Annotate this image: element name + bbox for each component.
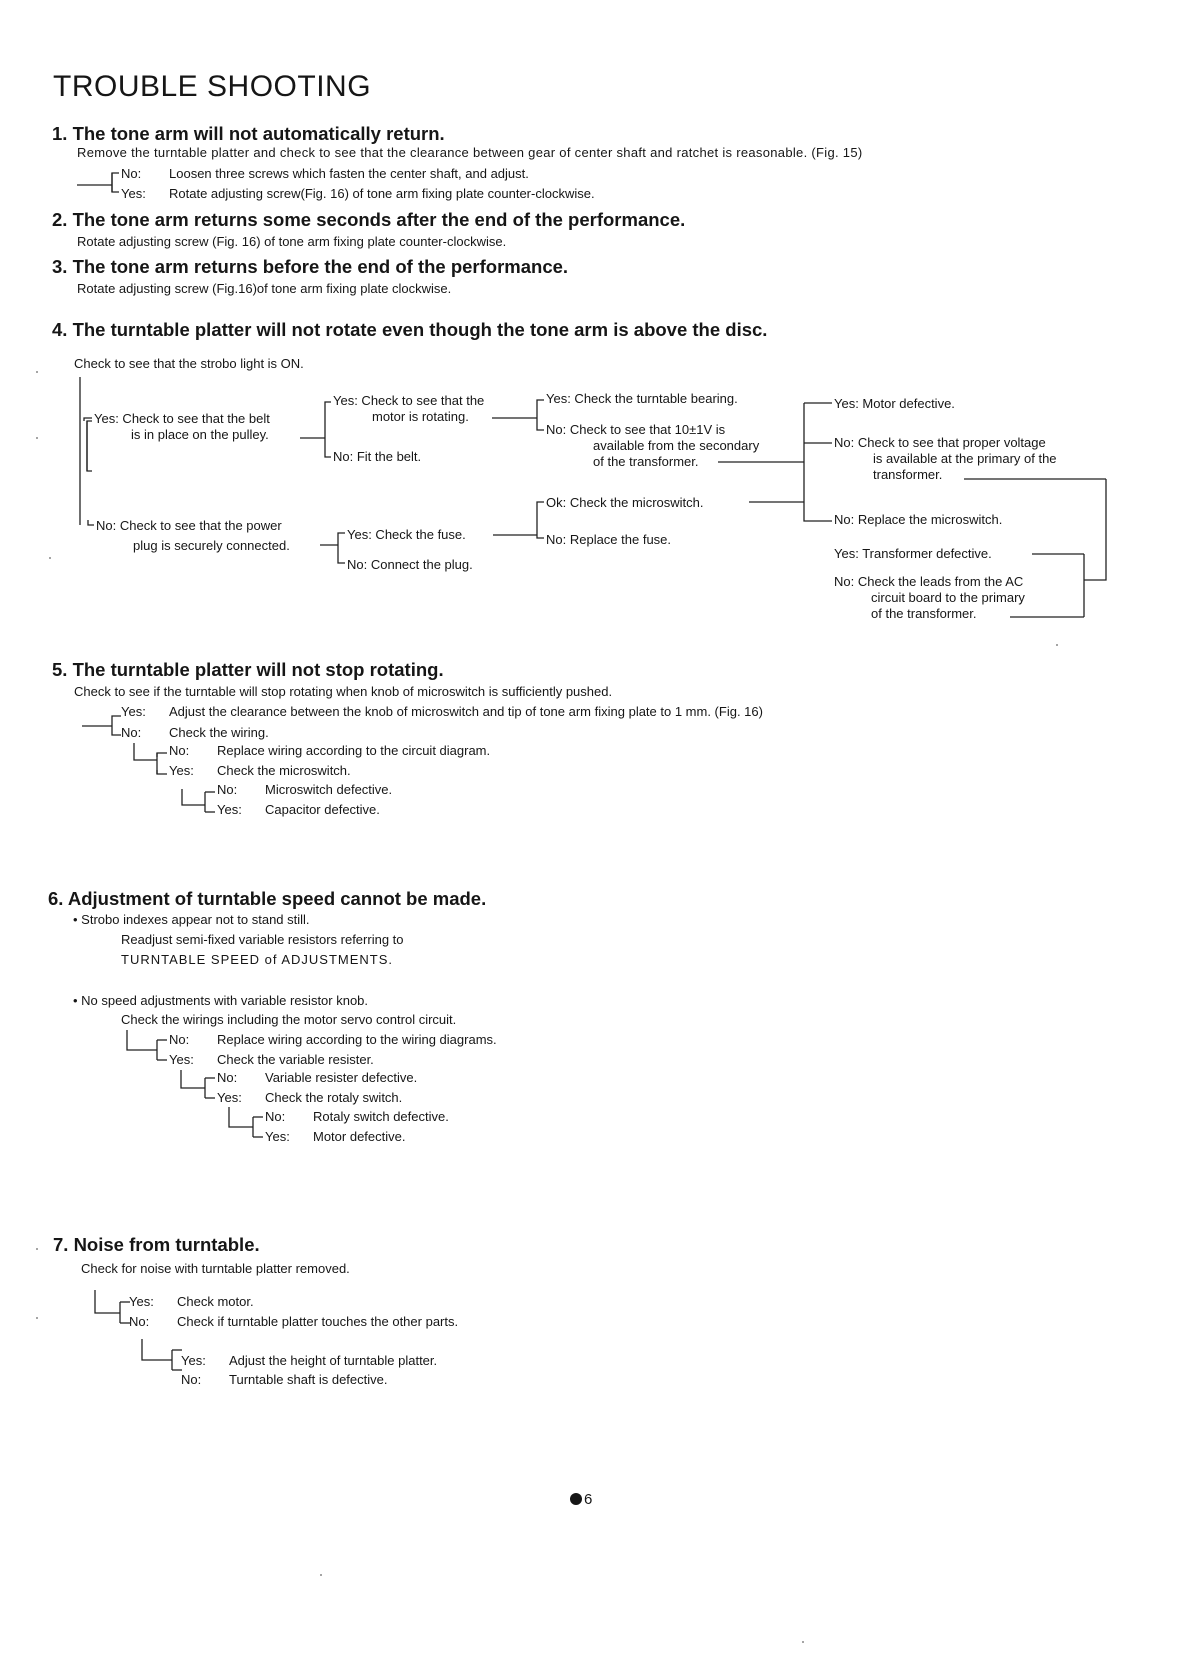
flow-yes-motor-defective: Yes: Motor defective. xyxy=(834,396,955,411)
section-1-no-text: Loosen three screws which fasten the center shaft, and adjust. xyxy=(169,166,529,181)
section-6-no3-text: Rotaly switch defective. xyxy=(313,1109,449,1124)
section-2-heading: 2. The tone arm returns some seconds after the end of the performance. xyxy=(52,209,686,230)
section-6-no3-label: No: xyxy=(265,1109,286,1124)
scan-speck xyxy=(1056,644,1058,646)
section-7-yes2-text: Adjust the height of turntable platter. xyxy=(229,1353,438,1368)
section-4-heading: 4. The turntable platter will not rotate even though the tone arm is above the disc. xyxy=(52,319,768,340)
section-5-no-text: Check the wiring. xyxy=(169,725,269,740)
section-6-yes2-text: Check the rotaly switch. xyxy=(265,1090,403,1105)
flow-no-belt: No: Fit the belt. xyxy=(333,449,422,464)
section-6-bullet-1-text-2: TURNTABLE SPEED of ADJUSTMENTS. xyxy=(121,952,394,967)
section-6-bullet-1-text-1: Readjust semi-fixed variable resistors referring to xyxy=(121,932,404,947)
section-5-intro: Check to see if the turntable will stop rotating when knob of microswitch is sufficiently pushed. xyxy=(74,684,613,699)
scan-speck xyxy=(36,371,38,373)
section-6-yes2-label: Yes: xyxy=(217,1090,242,1105)
flow-no-secondary-2: available from the secondary xyxy=(593,438,760,453)
flow-no-secondary-3: of the transformer. xyxy=(593,454,699,469)
flow-yes-motor-1: Yes: Check to see that the xyxy=(333,393,485,408)
section-5-no-label: No: xyxy=(121,725,142,740)
flow-yes-bearing: Yes: Check the turntable bearing. xyxy=(546,391,738,406)
flow-no-leads-1: No: Check the leads from the AC xyxy=(834,574,1024,589)
section-7-yes2-label: Yes: xyxy=(181,1353,206,1368)
section-5-yes-text: Adjust the clearance between the knob of microswitch and tip of tone arm fixing plate to 1 mm. (Fig. 16) xyxy=(169,704,763,719)
section-1-yes-label: Yes: xyxy=(121,186,146,201)
section-6-yes3-label: Yes: xyxy=(265,1129,290,1144)
section-6-no2-label: No: xyxy=(217,1070,238,1085)
page-number-value: 6 xyxy=(584,1491,593,1508)
flow-yes-transformer-defective: Yes: Transformer defective. xyxy=(834,546,992,561)
page-number xyxy=(570,1492,592,1507)
flow-no-power-2: plug is securely connected. xyxy=(133,538,290,553)
section-7-heading: 7. Noise from turntable. xyxy=(53,1234,260,1255)
section-3-intro: Rotate adjusting screw (Fig.16)of tone arm fixing plate clockwise. xyxy=(77,281,452,296)
section-6-bullet-2-text: Check the wirings including the motor servo control circuit. xyxy=(121,1012,457,1027)
flow-no-primary-1: No: Check to see that proper voltage xyxy=(834,435,1046,450)
section-7-no2-text: Turntable shaft is defective. xyxy=(229,1372,388,1387)
flow-no-plug: No: Connect the plug. xyxy=(347,557,473,572)
scan-speck xyxy=(49,557,51,559)
section-1-yes-text: Rotate adjusting screw(Fig. 16) of tone arm fixing plate counter-clockwise. xyxy=(169,186,595,201)
section-5-heading: 5. The turntable platter will not stop rotating. xyxy=(52,659,444,680)
section-5-yes2-label: Yes: xyxy=(169,763,194,778)
section-5-yes3-text: Capacitor defective. xyxy=(265,802,380,817)
flow-no-replace-microswitch: No: Replace the microswitch. xyxy=(834,512,1003,527)
section-7-no-label: No: xyxy=(129,1314,150,1329)
section-5-no3-text: Microswitch defective. xyxy=(265,782,393,797)
flow-no-fuse: No: Replace the fuse. xyxy=(546,532,672,547)
section-4-intro: Check to see that the strobo light is ON. xyxy=(74,356,304,371)
flow-yes-belt-1: Yes: Check to see that the belt xyxy=(94,411,270,426)
section-5-no2-text: Replace wiring according to the circuit diagram. xyxy=(217,743,491,758)
section-1-heading: 1. The tone arm will not automatically return. xyxy=(52,123,445,144)
flow-yes-fuse: Yes: Check the fuse. xyxy=(347,527,466,542)
section-5-yes3-label: Yes: xyxy=(217,802,242,817)
page-title: TROUBLE SHOOTING xyxy=(53,70,372,103)
scan-speck xyxy=(802,1641,804,1643)
section-6-bullet-1: • Strobo indexes appear not to stand still. xyxy=(73,912,310,927)
section-3-heading: 3. The tone arm returns before the end of the performance. xyxy=(52,256,569,277)
flow-no-power-1: No: Check to see that the power xyxy=(96,518,282,533)
section-7-yes-text: Check motor. xyxy=(177,1294,254,1309)
section-5-yes2-text: Check the microswitch. xyxy=(217,763,351,778)
section-2-intro: Rotate adjusting screw (Fig. 16) of tone arm fixing plate counter-clockwise. xyxy=(77,234,507,249)
section-5-yes-label: Yes: xyxy=(121,704,146,719)
flow-yes-belt-2: is in place on the pulley. xyxy=(131,427,269,442)
page-bullet-icon xyxy=(570,1493,582,1505)
section-6-no-label: No: xyxy=(169,1032,190,1047)
section-5-no2-label: No: xyxy=(169,743,190,758)
scan-speck xyxy=(320,1574,322,1576)
scan-speck xyxy=(36,437,38,439)
flow-no-leads-3: of the transformer. xyxy=(871,606,977,621)
section-6-yes3-text: Motor defective. xyxy=(313,1129,406,1144)
scan-speck xyxy=(36,1248,38,1250)
section-7-no2-label: No: xyxy=(181,1372,202,1387)
section-5-no3-label: No: xyxy=(217,782,238,797)
section-7-intro: Check for noise with turntable platter removed. xyxy=(81,1261,350,1276)
flow-yes-motor-2: motor is rotating. xyxy=(372,409,469,424)
flow-no-leads-2: circuit board to the primary xyxy=(871,590,1025,605)
section-6-bullet-2: • No speed adjustments with variable resistor knob. xyxy=(73,993,369,1008)
section-6-no-text: Replace wiring according to the wiring diagrams. xyxy=(217,1032,497,1047)
section-7-no-text: Check if turntable platter touches the other parts. xyxy=(177,1314,459,1329)
flow-ok-microswitch: Ok: Check the microswitch. xyxy=(546,495,704,510)
flow-no-secondary-1: No: Check to see that 10±1V is xyxy=(546,422,726,437)
flow-no-primary-2: is available at the primary of the xyxy=(873,451,1057,466)
section-1-no-label: No: xyxy=(121,166,142,181)
flow-no-primary-3: transformer. xyxy=(873,467,943,482)
section-6-yes-text: Check the variable resister. xyxy=(217,1052,374,1067)
scan-speck xyxy=(36,1317,38,1319)
section-6-yes-label: Yes: xyxy=(169,1052,194,1067)
section-7-yes-label: Yes: xyxy=(129,1294,154,1309)
section-6-heading: 6. Adjustment of turntable speed cannot be made. xyxy=(48,888,487,909)
section-1-intro: Remove the turntable platter and check to see that the clearance between gear of center shaft and ratchet is reasonable. (Fig. 15) xyxy=(77,145,863,160)
section-6-no2-text: Variable resister defective. xyxy=(265,1070,418,1085)
